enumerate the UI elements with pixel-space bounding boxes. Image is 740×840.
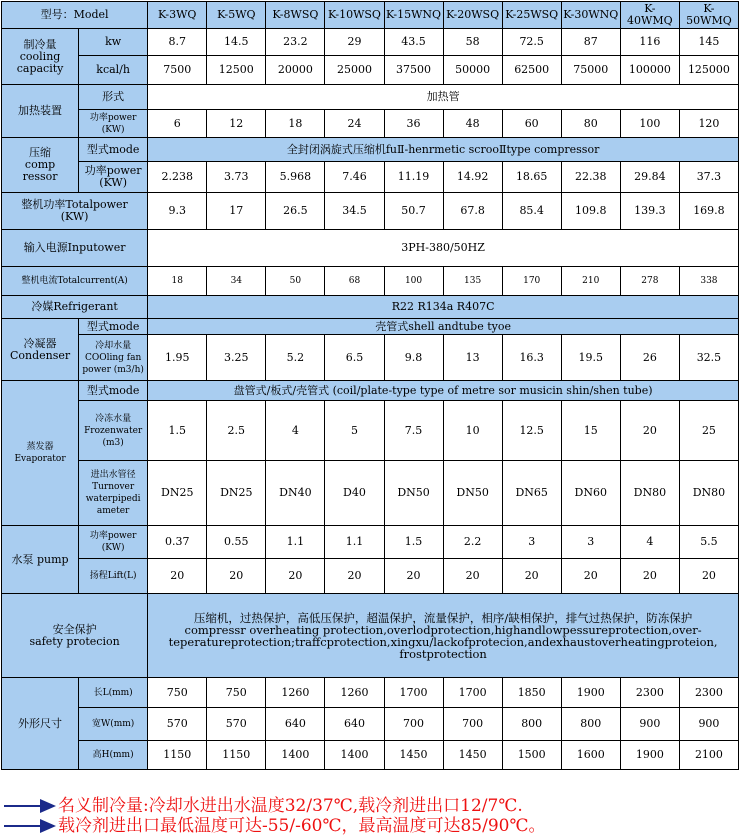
model-cell: K-3WQ [148, 2, 207, 29]
value-cell: 1.1 [325, 526, 384, 559]
pump-power-row [2, 526, 739, 559]
footnote [4, 816, 740, 836]
value-cell: 20 [148, 559, 207, 594]
value-cell: 14.92 [443, 162, 502, 193]
value-cell: 750 [148, 678, 207, 708]
value-cell: 2100 [679, 741, 738, 770]
value-cell: 48 [443, 110, 502, 138]
value-cell: 8.7 [148, 29, 207, 56]
value-cell: 170 [502, 267, 561, 296]
value-cell: 6 [148, 110, 207, 138]
value-cell: 1450 [384, 741, 443, 770]
safety-label: 安全保护 safety protecion [2, 594, 148, 678]
value-cell: 20 [679, 559, 738, 594]
value-cell: 900 [620, 708, 679, 741]
value-cell: 20000 [266, 56, 325, 85]
input-power-label: 输入电源Inputower [2, 230, 148, 267]
value-cell: 338 [679, 267, 738, 296]
cooling-kw-unit: kw [79, 29, 148, 56]
value-cell: 900 [679, 708, 738, 741]
value-cell: 26 [620, 335, 679, 381]
value-cell: 800 [502, 708, 561, 741]
value-cell: 800 [561, 708, 620, 741]
value-cell: 1400 [266, 741, 325, 770]
condenser-label: 冷凝器 Condenser [2, 319, 79, 381]
value-cell: 0.37 [148, 526, 207, 559]
value-cell: 20 [620, 401, 679, 461]
value-cell: 60 [502, 110, 561, 138]
dimension-length-row [2, 678, 739, 708]
value-cell: 50 [266, 267, 325, 296]
value-cell: 18.65 [502, 162, 561, 193]
value-cell: 4 [266, 401, 325, 461]
value-cell: 1.1 [266, 526, 325, 559]
value-cell: 26.5 [266, 193, 325, 230]
value-cell: 1900 [561, 678, 620, 708]
total-power-row [2, 193, 739, 230]
value-cell: 50.7 [384, 193, 443, 230]
condenser-mode-label: 型式mode [79, 319, 148, 335]
value-cell: 210 [561, 267, 620, 296]
value-cell: 15 [561, 401, 620, 461]
footnote [4, 796, 740, 816]
model-cell: K-5WQ [207, 2, 266, 29]
value-cell: 22.38 [561, 162, 620, 193]
value-cell: 5.5 [679, 526, 738, 559]
condenser-mode-row [2, 319, 739, 335]
value-cell: 1.95 [148, 335, 207, 381]
value-cell: 169.8 [679, 193, 738, 230]
pump-power-label: 功率power (KW) [79, 526, 148, 559]
value-cell: 125000 [679, 56, 738, 85]
model-label: 型号：Model [2, 2, 148, 29]
compressor-mode-row [2, 138, 739, 162]
value-cell: 5.2 [266, 335, 325, 381]
value-cell: 2300 [620, 678, 679, 708]
value-cell: 50000 [443, 56, 502, 85]
dimension-width-row [2, 708, 739, 741]
value-cell: 2.5 [207, 401, 266, 461]
cooling-kw-row [2, 29, 739, 56]
model-row [2, 2, 739, 29]
value-cell: 570 [148, 708, 207, 741]
model-cell: K-50WMQ [679, 2, 738, 29]
value-cell: 2300 [679, 678, 738, 708]
value-cell: 62500 [502, 56, 561, 85]
value-cell: 570 [207, 708, 266, 741]
refrigerant-label: 冷媒Refrigerant [2, 296, 148, 319]
value-cell: 17 [207, 193, 266, 230]
compressor-label: 压缩 comp ressor [2, 138, 79, 193]
dimensions-label: 外形尺寸 [2, 678, 79, 770]
model-cell: K-8WSQ [266, 2, 325, 29]
value-cell: D40 [325, 461, 384, 526]
value-cell: 20 [384, 559, 443, 594]
value-cell: 100 [620, 110, 679, 138]
value-cell: 1700 [443, 678, 502, 708]
value-cell: 11.19 [384, 162, 443, 193]
cooling-kcal-unit: kcal/h [79, 56, 148, 85]
value-cell: 37.3 [679, 162, 738, 193]
value-cell: 700 [443, 708, 502, 741]
model-cell: K-25WSQ [502, 2, 561, 29]
value-cell: 7500 [148, 56, 207, 85]
footnote-text: 名义制冷量:冷却水进出水温度32/37℃,载冷剂进出口12/7℃. [58, 796, 523, 816]
value-cell: 14.5 [207, 29, 266, 56]
value-cell: 7.5 [384, 401, 443, 461]
value-cell: 9.8 [384, 335, 443, 381]
value-cell: 3.73 [207, 162, 266, 193]
value-cell: DN40 [266, 461, 325, 526]
arrow-right-icon [4, 799, 56, 813]
pump-lift-label: 扬程Lift(L) [79, 559, 148, 594]
value-cell: 640 [325, 708, 384, 741]
value-cell: 12 [207, 110, 266, 138]
value-cell: 43.5 [384, 29, 443, 56]
value-cell: 24 [325, 110, 384, 138]
input-power-value: 3PH-380/50HZ [148, 230, 739, 267]
value-cell: 1600 [561, 741, 620, 770]
value-cell: 10 [443, 401, 502, 461]
value-cell: 139.3 [620, 193, 679, 230]
value-cell: 6.5 [325, 335, 384, 381]
value-cell: 109.8 [561, 193, 620, 230]
value-cell: 85.4 [502, 193, 561, 230]
compressor-power-label: 功率power (KW) [79, 162, 148, 193]
value-cell: 5 [325, 401, 384, 461]
input-power-row [2, 230, 739, 267]
value-cell: DN25 [207, 461, 266, 526]
condenser-mode-value: 壳管式shell andtube tyoe [148, 319, 739, 335]
value-cell: 3 [502, 526, 561, 559]
value-cell: 67.8 [443, 193, 502, 230]
model-cell: K-40WMQ [620, 2, 679, 29]
compressor-power-row [2, 162, 739, 193]
cooling-label: 制冷量 cooling capacity [2, 29, 79, 85]
safety-value: 压缩机，过热保护，高低压保护，超温保护，流量保护，相序/缺相保护，排气过热保护，防冻保护 compressr overheating protection,overlodprotection,highandlowpessureprotection,over- teperatureprotection;traffcprotection,xingxu/lackofprotecion,andexhaustoverheatingproteion, frostprotection [148, 594, 739, 678]
value-cell: 9.3 [148, 193, 207, 230]
value-cell: 20 [620, 559, 679, 594]
heating-power-row [2, 110, 739, 138]
cooling-kcal-row [2, 56, 739, 85]
evaporator-mode-label: 型式mode [79, 381, 148, 401]
value-cell: 1150 [207, 741, 266, 770]
value-cell: 12500 [207, 56, 266, 85]
value-cell: DN80 [620, 461, 679, 526]
value-cell: 58 [443, 29, 502, 56]
dimension-height-row [2, 741, 739, 770]
value-cell: 75000 [561, 56, 620, 85]
value-cell: 25 [679, 401, 738, 461]
evaporator-label: 蒸发器 Evaporator [2, 381, 79, 526]
heating-label: 加热装置 [2, 85, 79, 138]
evaporator-pipe-label: 进出水管径 Turnover waterpipedi ameter [79, 461, 148, 526]
evaporator-pipe-row [2, 461, 739, 526]
refrigerant-value: R22 R134a R407C [148, 296, 739, 319]
footnote-text: 载冷剂进出口最低温度可达-55/-60℃，最高温度可达85/90℃。 [58, 816, 546, 836]
model-cell: K-20WSQ [443, 2, 502, 29]
dimension-width-label: 宽W(mm) [79, 708, 148, 741]
heating-form-row [2, 85, 739, 110]
value-cell: 100000 [620, 56, 679, 85]
value-cell: 1900 [620, 741, 679, 770]
value-cell: 13 [443, 335, 502, 381]
value-cell: 5.968 [266, 162, 325, 193]
evaporator-frozen-label: 冷冻水量 Frozenwater (m3) [79, 401, 148, 461]
value-cell: 1260 [266, 678, 325, 708]
value-cell: 87 [561, 29, 620, 56]
value-cell: 29.84 [620, 162, 679, 193]
value-cell: DN50 [443, 461, 502, 526]
value-cell: 700 [384, 708, 443, 741]
value-cell: 750 [207, 678, 266, 708]
value-cell: 4 [620, 526, 679, 559]
arrow-right-icon [4, 819, 56, 833]
value-cell: 36 [384, 110, 443, 138]
value-cell: 2.2 [443, 526, 502, 559]
value-cell: 116 [620, 29, 679, 56]
model-cell: K-30WNQ [561, 2, 620, 29]
value-cell: 0.55 [207, 526, 266, 559]
pump-lift-row [2, 559, 739, 594]
condenser-fan-label: 冷却水量 COOling fan power (m3/h) [79, 335, 148, 381]
spec-table [1, 1, 739, 770]
evaporator-mode-row [2, 381, 739, 401]
value-cell: 1150 [148, 741, 207, 770]
value-cell: 20 [207, 559, 266, 594]
value-cell: 1.5 [148, 401, 207, 461]
value-cell: 145 [679, 29, 738, 56]
value-cell: 7.46 [325, 162, 384, 193]
value-cell: 1850 [502, 678, 561, 708]
total-current-row [2, 267, 739, 296]
value-cell: 3 [561, 526, 620, 559]
value-cell: 20 [266, 559, 325, 594]
value-cell: 278 [620, 267, 679, 296]
heating-form-label: 形式 [79, 85, 148, 110]
value-cell: 1450 [443, 741, 502, 770]
refrigerant-row [2, 296, 739, 319]
value-cell: 120 [679, 110, 738, 138]
value-cell: 2.238 [148, 162, 207, 193]
evaporator-mode-value: 盘管式/板式/壳管式 (coil/plate-type type of metre sor musicin shin/shen tube) [148, 381, 739, 401]
value-cell: 16.3 [502, 335, 561, 381]
value-cell: 20 [443, 559, 502, 594]
value-cell: 1500 [502, 741, 561, 770]
value-cell: 18 [148, 267, 207, 296]
model-cell: K-10WSQ [325, 2, 384, 29]
heating-power-label: 功率power (KW) [79, 110, 148, 138]
value-cell: 20 [561, 559, 620, 594]
footnotes [4, 796, 740, 836]
value-cell: 72.5 [502, 29, 561, 56]
total-current-label: 整机电流Totalcurrent(A) [2, 267, 148, 296]
value-cell: 640 [266, 708, 325, 741]
value-cell: 34.5 [325, 193, 384, 230]
value-cell: 32.5 [679, 335, 738, 381]
heating-form-value: 加热管 [148, 85, 739, 110]
value-cell: 20 [325, 559, 384, 594]
value-cell: 1.5 [384, 526, 443, 559]
value-cell: 23.2 [266, 29, 325, 56]
value-cell: 12.5 [502, 401, 561, 461]
value-cell: 1400 [325, 741, 384, 770]
safety-row [2, 594, 739, 678]
value-cell: 25000 [325, 56, 384, 85]
model-cell: K-15WNQ [384, 2, 443, 29]
value-cell: 20 [502, 559, 561, 594]
dimension-height-label: 高H(mm) [79, 741, 148, 770]
value-cell: 1700 [384, 678, 443, 708]
condenser-fan-row [2, 335, 739, 381]
value-cell: DN80 [679, 461, 738, 526]
value-cell: 37500 [384, 56, 443, 85]
value-cell: 18 [266, 110, 325, 138]
value-cell: 68 [325, 267, 384, 296]
value-cell: 19.5 [561, 335, 620, 381]
value-cell: DN65 [502, 461, 561, 526]
compressor-mode-label: 型式mode [79, 138, 148, 162]
value-cell: 29 [325, 29, 384, 56]
value-cell: DN60 [561, 461, 620, 526]
value-cell: DN25 [148, 461, 207, 526]
value-cell: 34 [207, 267, 266, 296]
compressor-mode-value: 全封闭涡旋式压缩机fuⅡ-henrmetic scrooⅡtype compressor [148, 138, 739, 162]
value-cell: 135 [443, 267, 502, 296]
value-cell: DN50 [384, 461, 443, 526]
evaporator-frozen-row [2, 401, 739, 461]
dimension-length-label: 长L(mm) [79, 678, 148, 708]
value-cell: 100 [384, 267, 443, 296]
pump-label: 水泵 pump [2, 526, 79, 594]
value-cell: 80 [561, 110, 620, 138]
total-power-label: 整机功率Totalpower (KW) [2, 193, 148, 230]
value-cell: 1260 [325, 678, 384, 708]
value-cell: 3.25 [207, 335, 266, 381]
